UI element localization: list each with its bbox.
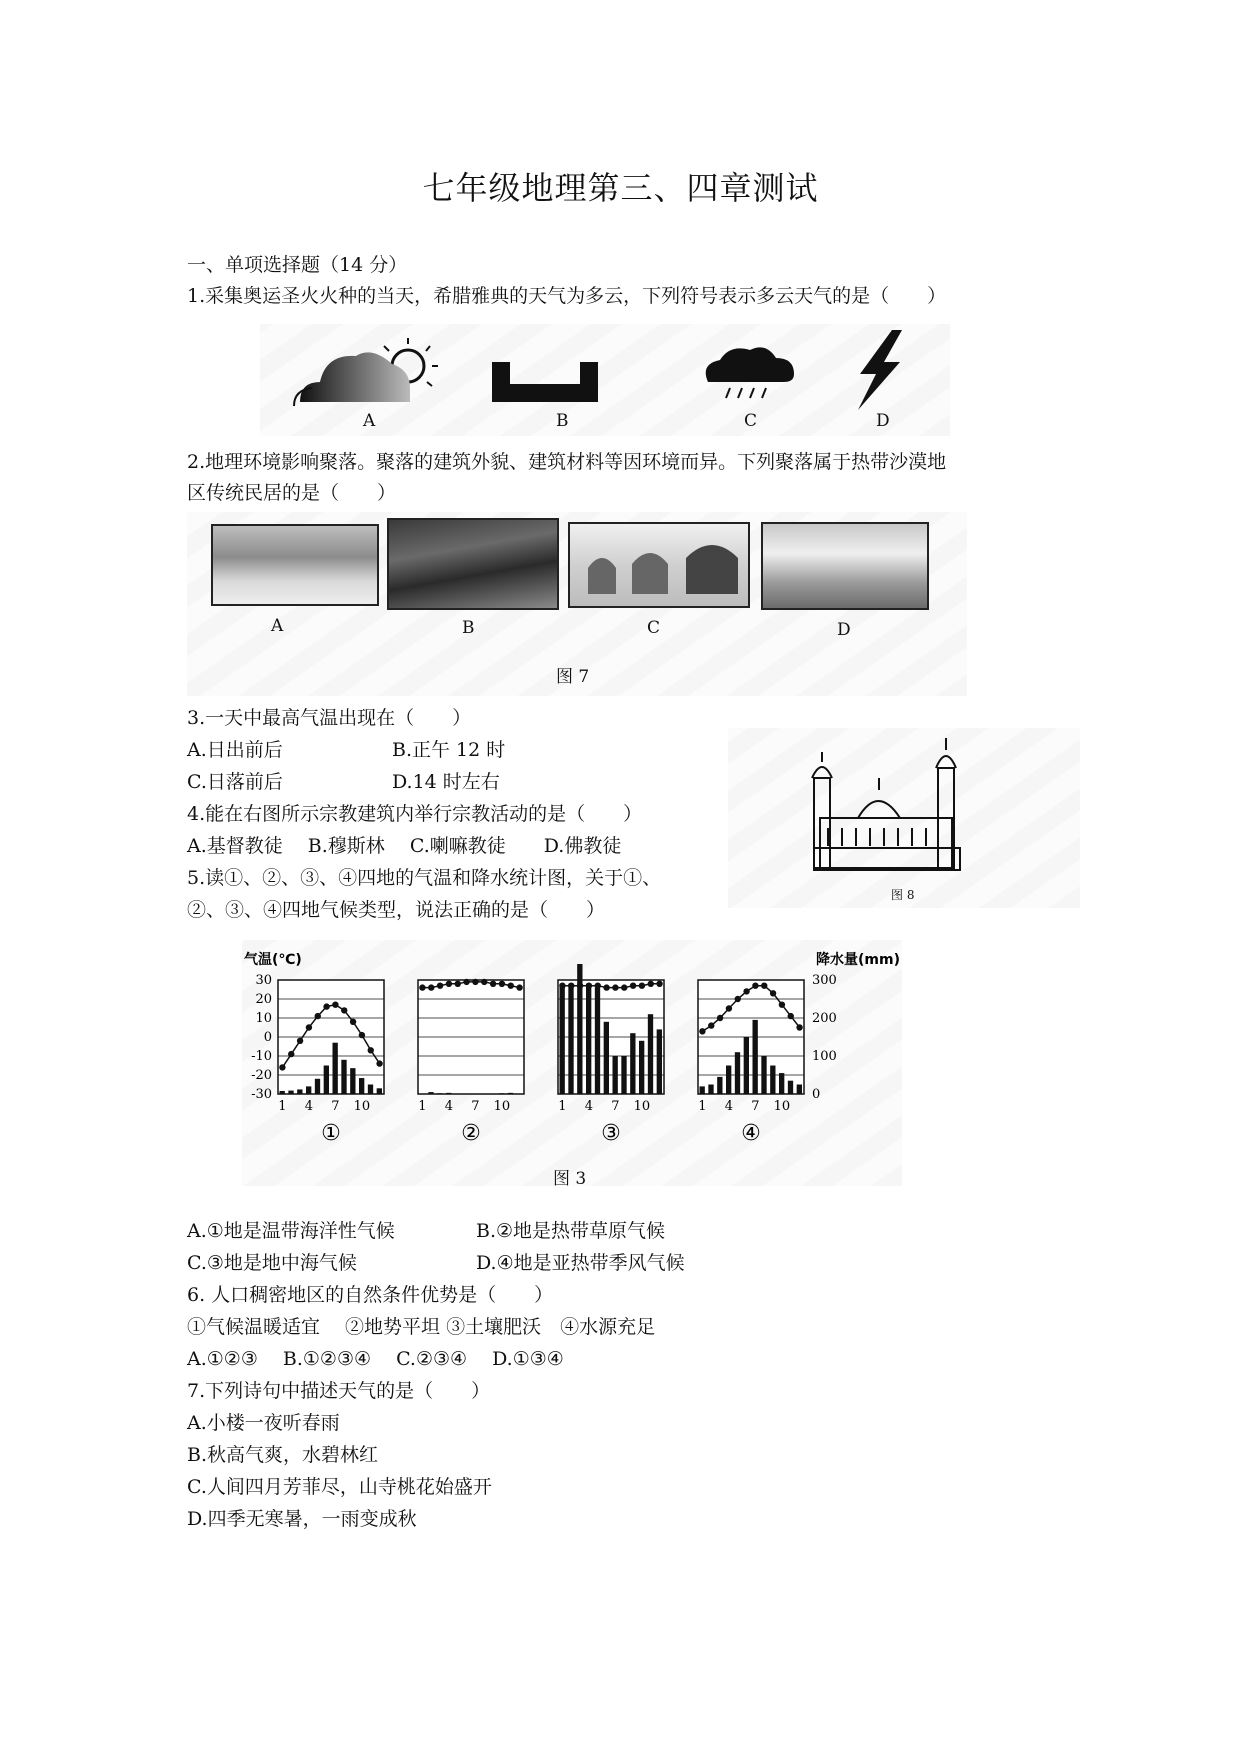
month-tick-label: 10 bbox=[633, 1099, 651, 1114]
temp-point bbox=[752, 983, 758, 989]
q2-label-d: D bbox=[837, 620, 851, 640]
temp-tick-label: 10 bbox=[255, 1011, 272, 1026]
precip-bar bbox=[779, 1073, 784, 1094]
q7-option-a: A.小楼一夜听春雨 bbox=[187, 1412, 340, 1434]
month-tick-label: 10 bbox=[493, 1099, 511, 1114]
temp-point bbox=[568, 983, 574, 989]
panel-label: ④ bbox=[741, 1121, 761, 1146]
q3-option-a: A.日出前后 bbox=[187, 739, 283, 761]
temp-tick-label: -30 bbox=[251, 1087, 272, 1102]
precip-bar bbox=[280, 1091, 285, 1094]
month-tick-label: 4 bbox=[584, 1099, 594, 1114]
temp-point bbox=[350, 1019, 356, 1025]
precip-bar bbox=[717, 1077, 722, 1094]
precip-bar bbox=[568, 984, 573, 1094]
figure-7-caption: 图 7 bbox=[556, 667, 590, 687]
precip-bar bbox=[560, 984, 565, 1094]
temp-point bbox=[559, 983, 565, 989]
precip-bar bbox=[428, 1092, 433, 1094]
temp-point bbox=[428, 984, 434, 990]
q5-stem-line2: ②、③、④四地气候类型，说法正确的是（ ） bbox=[187, 899, 606, 921]
precip-bar bbox=[499, 1093, 504, 1094]
precip-bar bbox=[700, 1086, 705, 1094]
temp-point bbox=[735, 996, 741, 1002]
panel-label: ③ bbox=[601, 1121, 621, 1146]
temp-point bbox=[419, 984, 425, 990]
temp-point bbox=[437, 983, 443, 989]
q2-stem-line2: 区传统民居的是（ ） bbox=[187, 482, 397, 504]
temp-point bbox=[279, 1064, 285, 1070]
sandstorm-icon bbox=[492, 362, 598, 402]
month-tick-label: 4 bbox=[304, 1099, 314, 1114]
page-title: 七年级地理第三、四章测试 bbox=[422, 169, 819, 207]
q3-option-b: B.正午 12 时 bbox=[392, 739, 506, 761]
q2-stem-line1: 2.地理环境影响聚落。聚落的建筑外貌、建筑材料等因环境而异。下列聚落属于热带沙漠地 bbox=[187, 451, 947, 473]
q5-option-a: A.①地是温带海洋性气候 bbox=[187, 1220, 395, 1242]
q1-label-d: D bbox=[876, 411, 890, 431]
temp-point bbox=[368, 1047, 374, 1053]
precip-bar bbox=[735, 1052, 740, 1094]
temp-point bbox=[639, 983, 645, 989]
temp-point bbox=[796, 1024, 802, 1030]
temp-point bbox=[472, 979, 478, 985]
figure-8-caption: 图 8 bbox=[891, 888, 915, 902]
precip-bar bbox=[595, 988, 600, 1094]
temp-point bbox=[779, 1002, 785, 1008]
q3-stem: 3.一天中最高气温出现在（ ） bbox=[187, 707, 472, 729]
q2-label-a: A bbox=[271, 616, 284, 636]
temp-point bbox=[323, 1003, 329, 1009]
temp-point bbox=[743, 988, 749, 994]
q7-option-b: B.秋高气爽，水碧林红 bbox=[187, 1444, 379, 1466]
q1-label-b: B bbox=[556, 411, 569, 431]
precip-bar bbox=[761, 1056, 766, 1094]
temp-point bbox=[481, 979, 487, 985]
q5-option-b: B.②地是热带草原气候 bbox=[476, 1220, 666, 1242]
partly-cloudy-icon bbox=[294, 338, 438, 406]
precip-bar bbox=[288, 1091, 293, 1094]
temp-point bbox=[788, 1013, 794, 1019]
temp-point bbox=[315, 1013, 321, 1019]
precip-bar bbox=[446, 1093, 451, 1094]
precip-bar bbox=[368, 1085, 373, 1095]
temp-point bbox=[603, 984, 609, 990]
precip-bar bbox=[350, 1068, 355, 1094]
temp-tick-label: 20 bbox=[255, 992, 272, 1007]
section-heading: 一、单项选择题（14 分） bbox=[187, 254, 408, 276]
photo-water-town bbox=[761, 522, 929, 610]
temp-tick-label: 30 bbox=[255, 973, 272, 988]
q2-label-c: C bbox=[647, 618, 661, 638]
temp-point bbox=[717, 1015, 723, 1021]
temp-point bbox=[341, 1007, 347, 1013]
precip-bar bbox=[333, 1043, 338, 1094]
temp-tick-label: -10 bbox=[251, 1049, 272, 1064]
precip-bar bbox=[621, 1056, 626, 1094]
month-tick-label: 7 bbox=[751, 1099, 760, 1114]
precip-tick-label: 100 bbox=[812, 1049, 837, 1064]
photo-desert-houses bbox=[211, 524, 379, 606]
precip-bar bbox=[508, 1093, 513, 1094]
q5-option-c: C.③地是地中海气候 bbox=[187, 1252, 357, 1274]
panel-label: ② bbox=[461, 1121, 481, 1146]
rain-icon bbox=[706, 347, 794, 398]
month-tick-label: 4 bbox=[444, 1099, 454, 1114]
weather-symbols-figure bbox=[260, 324, 950, 436]
precip-bar bbox=[586, 984, 591, 1094]
precip-bar bbox=[657, 1029, 662, 1094]
precip-bar bbox=[744, 1037, 749, 1094]
q5-option-d: D.④地是亚热带季风气候 bbox=[476, 1252, 685, 1274]
temp-point bbox=[499, 981, 505, 987]
temp-point bbox=[699, 1028, 705, 1034]
temp-point bbox=[516, 984, 522, 990]
precip-bar bbox=[297, 1089, 302, 1094]
month-tick-label: 10 bbox=[773, 1099, 791, 1114]
lightning-icon bbox=[858, 330, 902, 410]
precip-bar bbox=[613, 1056, 618, 1094]
temp-tick-label: -20 bbox=[251, 1068, 272, 1083]
photo-cave-dwellings bbox=[568, 522, 750, 608]
temp-axis-label: 气温(℃) bbox=[244, 952, 302, 968]
q1-stem: 1.采集奥运圣火火种的当天，希腊雅典的天气为多云，下列符号表示多云天气的是（ ） bbox=[187, 285, 947, 307]
temp-point bbox=[630, 983, 636, 989]
precip-bar bbox=[648, 1014, 653, 1094]
temp-point bbox=[770, 990, 776, 996]
month-tick-label: 1 bbox=[278, 1099, 287, 1114]
temp-point bbox=[708, 1022, 714, 1028]
temp-tick-label: 0 bbox=[263, 1030, 272, 1045]
temp-point bbox=[577, 983, 583, 989]
temp-point bbox=[648, 981, 654, 987]
precip-bar bbox=[788, 1081, 793, 1094]
temp-point bbox=[612, 984, 618, 990]
q7-stem: 7.下列诗句中描述天气的是（ ） bbox=[187, 1380, 491, 1402]
mosque-drawing bbox=[812, 738, 960, 870]
q6-stem: 6. 人口稠密地区的自然条件优势是（ ） bbox=[187, 1284, 554, 1306]
month-tick-label: 7 bbox=[611, 1099, 620, 1114]
climate-charts-figure bbox=[242, 940, 902, 1186]
precip-bar bbox=[315, 1079, 320, 1094]
month-tick-label: 1 bbox=[558, 1099, 567, 1114]
month-tick-label: 4 bbox=[724, 1099, 734, 1114]
photo-stilt-houses bbox=[387, 518, 559, 610]
temp-point bbox=[332, 1002, 338, 1008]
q4-stem: 4.能在右图所示宗教建筑内举行宗教活动的是（ ） bbox=[187, 803, 643, 825]
temp-point bbox=[455, 981, 461, 987]
temp-point bbox=[656, 981, 662, 987]
precip-tick-label: 300 bbox=[812, 973, 837, 988]
precip-bar bbox=[797, 1085, 802, 1095]
precip-bar bbox=[359, 1078, 364, 1094]
q1-label-c: C bbox=[744, 411, 758, 431]
precip-bar bbox=[708, 1085, 713, 1095]
q3-option-d: D.14 时左右 bbox=[392, 771, 500, 793]
precip-tick-label: 0 bbox=[812, 1087, 821, 1102]
temp-point bbox=[490, 981, 496, 987]
precip-bar bbox=[770, 1066, 775, 1095]
temp-point bbox=[726, 1005, 732, 1011]
settlement-photos-figure bbox=[187, 512, 967, 696]
temp-point bbox=[306, 1024, 312, 1030]
month-tick-label: 10 bbox=[353, 1099, 371, 1114]
precip-axis-label: 降水量(mm) bbox=[816, 952, 900, 968]
temp-point bbox=[508, 983, 514, 989]
q1-label-a: A bbox=[363, 411, 376, 431]
temp-point bbox=[297, 1038, 303, 1044]
precip-bar bbox=[639, 1041, 644, 1094]
precip-bar bbox=[630, 1033, 635, 1094]
month-tick-label: 1 bbox=[698, 1099, 707, 1114]
panel-label: ① bbox=[321, 1121, 341, 1146]
month-tick-label: 1 bbox=[418, 1099, 427, 1114]
figure-3-caption: 图 3 bbox=[553, 1169, 587, 1186]
climate-charts bbox=[242, 940, 902, 1186]
precip-bar bbox=[753, 1020, 758, 1094]
temp-point bbox=[288, 1051, 294, 1057]
temp-point bbox=[595, 983, 601, 989]
q7-option-c: C.人间四月芳菲尽，山寺桃花始盛开 bbox=[187, 1476, 492, 1498]
precip-bar bbox=[306, 1086, 311, 1094]
precip-bar bbox=[377, 1088, 382, 1094]
mosque-figure bbox=[728, 728, 1080, 908]
precip-bar bbox=[341, 1060, 346, 1094]
temp-point bbox=[621, 984, 627, 990]
temp-point bbox=[761, 983, 767, 989]
precip-bar bbox=[604, 1022, 609, 1094]
temp-point bbox=[376, 1060, 382, 1066]
temp-point bbox=[446, 981, 452, 987]
precip-tick-label: 200 bbox=[812, 1011, 837, 1026]
month-tick-label: 7 bbox=[331, 1099, 340, 1114]
q6-options: A.①②③ B.①②③④ C.②③④ D.①③④ bbox=[187, 1348, 564, 1370]
precip-bar bbox=[726, 1066, 731, 1095]
month-tick-label: 7 bbox=[471, 1099, 480, 1114]
q5-stem-line1: 5.读①、②、③、④四地的气温和降水统计图，关于①、 bbox=[187, 867, 662, 889]
q7-option-d: D.四季无寒暑，一雨变成秋 bbox=[187, 1508, 417, 1530]
q3-option-c: C.日落前后 bbox=[187, 771, 283, 793]
temp-point bbox=[586, 983, 592, 989]
precip-bar bbox=[437, 1093, 442, 1094]
q4-options: A.基督教徒 B.穆斯林 C.喇嘛教徒 D.佛教徒 bbox=[187, 835, 622, 857]
temp-point bbox=[463, 979, 469, 985]
q6-conditions: ①气候温暖适宜 ②地势平坦 ③土壤肥沃 ④水源充足 bbox=[187, 1316, 656, 1338]
temp-point bbox=[359, 1032, 365, 1038]
precip-bar bbox=[324, 1066, 329, 1095]
q2-label-b: B bbox=[462, 618, 475, 638]
